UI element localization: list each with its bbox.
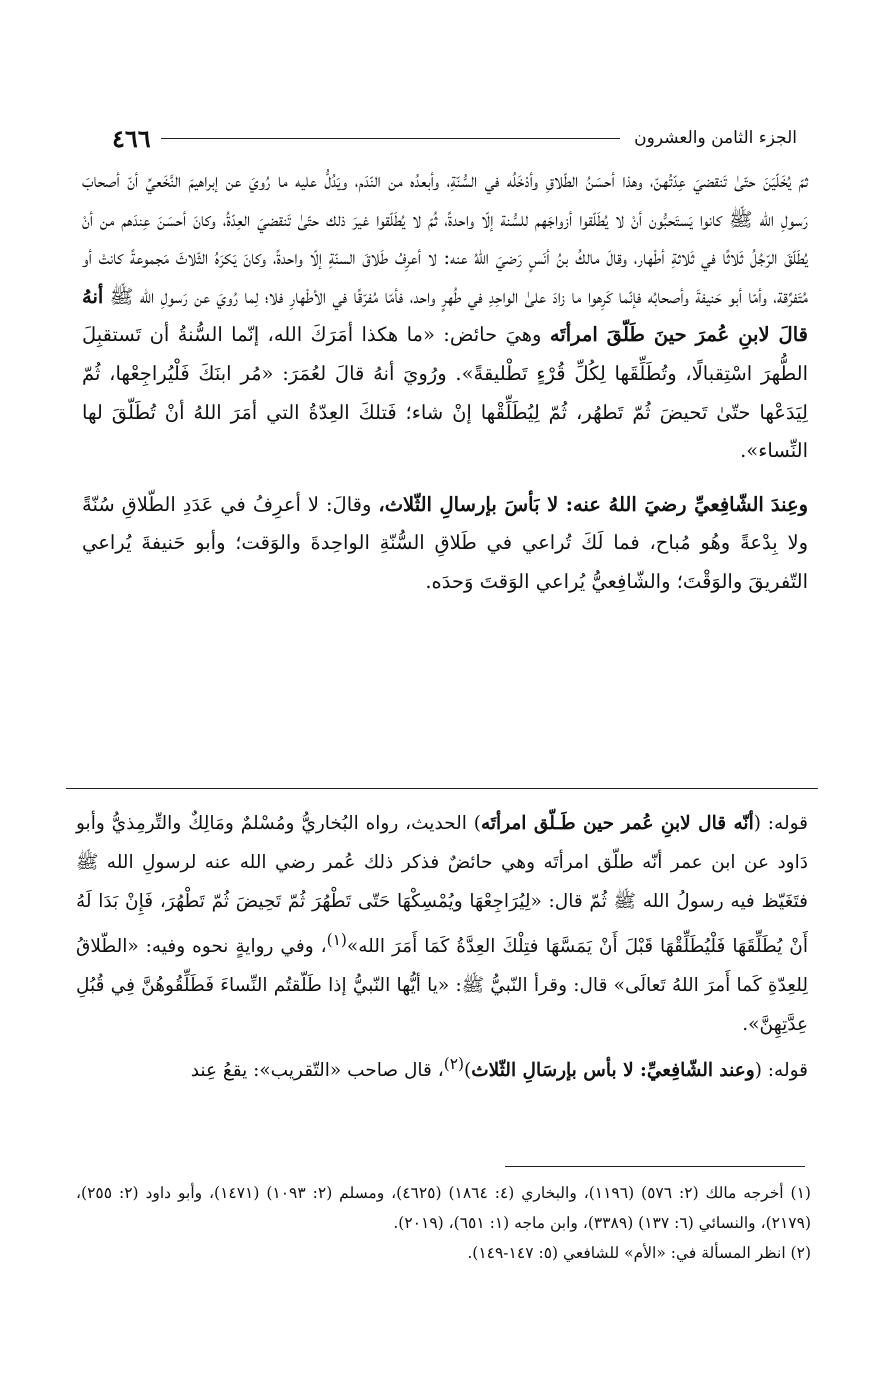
main-paragraph-1 <box>82 162 808 471</box>
commentary-c1-rest: ) الحديث، رواه البُخاريُّ ومُسْلمٌ ومَالِكٌ والتِّرمِذيُّ وأبو دَاود عن ابن عمر أنّه طلّق امرأتَه وهي حائضٌ فذكر ذلك عُمر رضي الله عنه لرسولِ الله ﷺ فتَغَيّظ فيه رسولُ الله ﷺ ثُمّ قال: «لِيُرَاجِعْهَا ويُمْسِكْهَا حَتّى تَطْهُرَ ثُمّ تَحِيضَ ثُمّ تَطْهُرَ، فَإِنْ بَدَا لَهُ أَنْ يُطَلِّقَهَا فَلْيُطَلِّقْهَا قَبْلَ أَنْ يَمَسَّهَا فتِلْكَ العِدَّةُ كَمَا أَمَرَ الله» <box>76 813 808 958</box>
commentary-c1-label: قوله: ( <box>753 813 808 834</box>
page-number: ٤٦٦ <box>112 123 151 153</box>
commentary-text <box>76 805 808 1091</box>
main-text <box>82 162 808 602</box>
footnote-separator <box>505 1166 805 1167</box>
commentary-separator <box>66 788 818 789</box>
main-p1-text: ثمّ يُخَلّيَنَ حتّىٰ تَنقضيَ عِدّتُهنّ، وهذا أحسَنُ الطّلاقِ وأدْخَلُه في السُّنّةِ، وأبعدُه من النّدَم، ويَدُلُّ عليه ما رُويَ عن إبراهيمَ النَّخَعيِّ أنّ أصحابَ رَسولِ الله ﷺ كانوا يَستَحبُّون أنْ لا يُطَلّقوا أزواجَهم للسُّنة إلّا واحدةً، ثُمّ لا يُطَلّقوا غيرَ ذلك حتّىٰ تَنقضيَ العِدّةُ، وكانَ أحسَنَ عِندَهم من أنْ يُطَلّقَ الرّجُلُ ثَلاثًا في ثَلاثةِ أطْهار، وقالَ مالكُ بنُ أنَسٍ رَضيَ اللهُ عنه: لا أعرِفُ طَلاقَ السنّةِ إلّا واحدةً، وكانَ يَكرَهُ الثّلاثَ مَجموعةً كانتْ أو مُتَفرِّقة، وأمّا أبو حَنيفةَ وأصحابُه فإنّما كَرِهوا ما زادَ علىٰ الواحِدِ في طُهرٍ واحد، فأمّا مُفرّقًا في الأطْهارِ فلا؛ لِما رُويَ عن رَسولِ الله ﷺ <box>82 169 808 308</box>
commentary-c1-tail: ، وفي روايةٍ نحوه وفيه: «الطّلاقُ لِلعِدّةِ كَما أَمرَ اللهُ تَعالَى» قال: وقرأ النّبيُّ ﷺ: «يا أيُّها النّبيُّ إذا طَلّقتُم النِّساءَ فَطَلِّقُوهُنَّ فِي قُبُلِ عِدَّتِهِنَّ». <box>76 936 808 1036</box>
main-paragraph-2 <box>82 486 808 602</box>
header-rule <box>161 138 620 139</box>
footnote-1: (١) أخرجه مالك (٢: ٥٧٦) (١١٩٦)، والبخاري (٤: ١٨٦٤) (٤٦٢٥)، ومسلم (٢: ١٠٩٣) (١٤٧١)، وأبو داود (٢: ٢٥٥)، (٢١٧٩)، والنسائي (٦: ١٣٧) (٣٣٨٩)، وابن ماجه (١: ٦٥١)، (٢٠١٩). <box>76 1184 811 1232</box>
commentary-paragraph-2 <box>76 1045 808 1091</box>
commentary-c1-bold: أنّه قال لابنِ عُمر حين طَـلّق امرأتَه <box>480 813 754 834</box>
footnote-2: (٢) انظر المسألة في: «الأم» للشافعي (٥: ١٤٧-١٤٩). <box>467 1244 811 1262</box>
main-p1-bold: أنهُ قالَ لابنِ عُمرَ حينَ طَلّقَ امرأتَه <box>82 284 808 347</box>
part-title: الجزء الثامن والعشرون <box>634 128 797 148</box>
commentary-c2-close: ) <box>464 1060 472 1082</box>
commentary-c2-rest: ، قال صاحب «التّقريب»: يقعُ عِند <box>190 1060 444 1082</box>
main-p1-rest: وهيَ حائض: «ما هكذا أمَرَكَ الله، إنّما السُّنةُ أن تَستقبِلَ الطُّهرَ اسْتِقبالًا، وتُطَلِّقَها لِكُلِّ قُرْءٍ تَطْليقةً». ورُويَ أنهُ قالَ لعُمَرَ: «مُر ابنَكَ فَلْيُراجِعْها، ثُمّ لِيَدَعْها حتّىٰ تَحيضَ ثُمّ تَطهُر، ثُمّ لِيُطَلِّقْها إنْ شاء؛ فَتلكَ العِدّةُ التي أمَرَ اللهُ أنْ تُطَلّقَ لها النِّساء». <box>82 323 808 463</box>
footnote-ref-2: (٢) <box>443 1054 465 1073</box>
footnotes <box>76 1178 811 1268</box>
footnote-ref-1: (١) <box>326 931 347 950</box>
commentary-paragraph-1 <box>76 805 808 1045</box>
page-header <box>112 118 797 158</box>
main-p2-start: وعِندَ <box>770 492 809 516</box>
commentary-c2-bold: وعند الشّافِعيِّ: لا بأس بإرسَالِ الثّلاث <box>471 1060 755 1082</box>
commentary-c2-label: قوله: ( <box>754 1060 808 1082</box>
main-p2-rest: وقالَ: لا أعرِفُ في عَدَدِ الطّلاقِ سُنّةً ولا بِدْعةً وهُو مُباح، فما لَكَ تُراعي في طَلاقِ السُّنّةِ الواحِدةَ والوَقت؛ وأبو حَنيفةَ يُراعي التّفريقَ والوَقْتَ؛ والشّافِعيُّ يُراعي الوَقتَ وَحدَه. <box>82 492 808 593</box>
main-p2-bold: الشّافِعيِّ رضيَ اللهُ عنه: لا بَأسَ بإرسالِ الثّلاث، <box>378 492 764 516</box>
